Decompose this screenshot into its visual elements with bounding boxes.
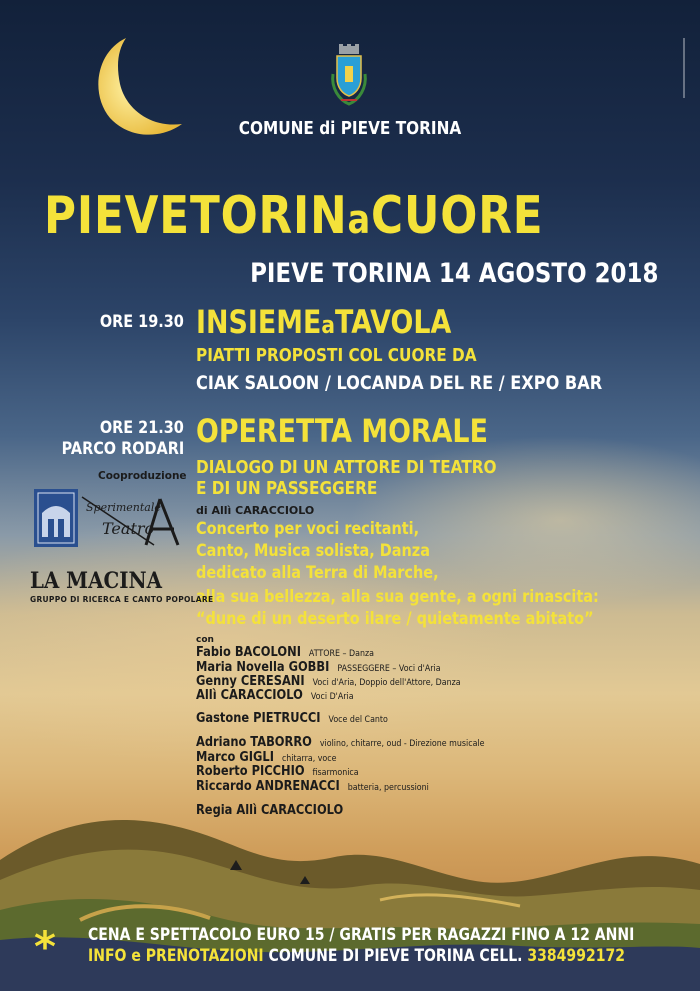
sperimentale-teatro-logo	[34, 489, 184, 547]
regia-credit: Regia Allì CARACCIOLO	[196, 803, 344, 818]
main-title-part1: PIEVETORIN	[44, 186, 348, 246]
event1-venues: CIAK SALOON / LOCANDA DEL RE / EXPO BAR	[196, 372, 603, 394]
cast-row	[196, 645, 374, 660]
main-title-part3: CUORE	[371, 186, 544, 246]
cast-role: ATTORE – Danza	[308, 649, 374, 659]
la-macina-subtitle: GRUPPO DI RICERCA E CANTO POPOLARE	[30, 595, 214, 604]
footer-comune-contact: COMUNE DI PIEVE TORINA CELL.	[268, 946, 523, 965]
asterisk-icon: *	[34, 922, 56, 971]
event-date: PIEVE TORINA 14 AGOSTO 2018	[249, 258, 658, 289]
event2-desc-line4: alla sua bellezza, alla sua gente, a ogni rinascita:	[196, 587, 599, 607]
cast-role: Voci d'Aria, Doppio dell'Attore, Danza	[312, 678, 461, 688]
event2-place: PARCO RODARI	[61, 439, 184, 459]
cast-role: fisarmonica	[312, 768, 359, 778]
comune-label: COMUNE di PIEVE TORINA	[238, 118, 462, 139]
cast-role: Voci D'Aria	[310, 692, 354, 702]
la-macina-logo: LA MACINA	[30, 568, 162, 594]
cast-row	[196, 764, 359, 779]
cast-name: Allì CARACCIOLO	[196, 688, 303, 703]
footer-line1: CENA E SPETTACOLO EURO 15 / GRATIS PER RAGAZZI FINO A 12 ANNI	[88, 925, 635, 944]
event1-subtitle: PIATTI PROPOSTI COL CUORE DA	[196, 345, 477, 366]
event2-desc-line2: Canto, Musica solista, Danza	[196, 541, 430, 561]
event2-author: di Allì CARACCIOLO	[196, 504, 315, 517]
cast-role: PASSEGGERE – Voci d'Aria	[337, 664, 441, 674]
event2-subtitle-line1: DIALOGO DI UN ATTORE DI TEATRO	[196, 457, 497, 478]
event1-title-part3: TAVOLA	[334, 303, 452, 341]
cast-row	[196, 750, 336, 765]
event1-time: ORE 19.30	[99, 312, 184, 332]
event2-desc-line5: “dune di un deserto ilare / quietamente abitato”	[196, 609, 594, 629]
cast-role: chitarra, voce	[281, 754, 337, 764]
cast-name: Adriano TABORRO	[196, 735, 312, 750]
cast-row	[196, 711, 388, 726]
cast-row	[196, 779, 429, 794]
cast-name: Riccardo ANDRENACCI	[196, 779, 340, 794]
cast-name: Marco GIGLI	[196, 750, 274, 765]
event1-title-part1: INSIEME	[196, 303, 322, 341]
event2-desc-line3: dedicato alla Terra di Marche,	[196, 563, 439, 583]
footer-line2	[88, 946, 625, 965]
cast-row	[196, 688, 354, 703]
vertical-mark-icon	[679, 38, 689, 98]
event1-title-part2: a	[321, 311, 335, 339]
event2-time: ORE 21.30	[99, 418, 184, 438]
cast-name: Maria Novella GOBBI	[196, 660, 330, 675]
teatro-text: Teatro	[102, 519, 155, 538]
cast-row	[196, 660, 441, 675]
footer-phone-number: 3384992172	[527, 946, 625, 965]
cast-name: Genny CERESANI	[196, 674, 305, 689]
main-title	[44, 186, 543, 246]
cast-role: Voce del Canto	[328, 715, 388, 725]
main-title-part2: a	[347, 197, 372, 243]
sperimentale-text: Sperimentale	[86, 501, 161, 514]
cast-row	[196, 674, 461, 689]
cast-name: Gastone PIETRUCCI	[196, 711, 321, 726]
theatre-logo-icon	[34, 489, 184, 547]
footer-info-label: INFO e PRENOTAZIONI	[88, 946, 264, 965]
cast-name: Roberto PICCHIO	[196, 764, 305, 779]
event2-subtitle-line2: E DI UN PASSEGGERE	[196, 478, 378, 499]
cast-role: violino, chitarre, oud - Direzione musicale	[319, 739, 485, 749]
cast-with-label: con	[196, 635, 214, 645]
event2-title: OPERETTA MORALE	[196, 412, 488, 450]
municipal-crest-icon	[327, 44, 371, 106]
cast-name: Fabio BACOLONI	[196, 645, 301, 660]
event1-title	[196, 303, 451, 341]
coproduzione-label: Cooproduzione	[98, 470, 187, 482]
cast-role: batteria, percussioni	[347, 783, 429, 793]
cast-row	[196, 735, 485, 750]
event2-desc-line1: Concerto per voci recitanti,	[196, 519, 420, 539]
